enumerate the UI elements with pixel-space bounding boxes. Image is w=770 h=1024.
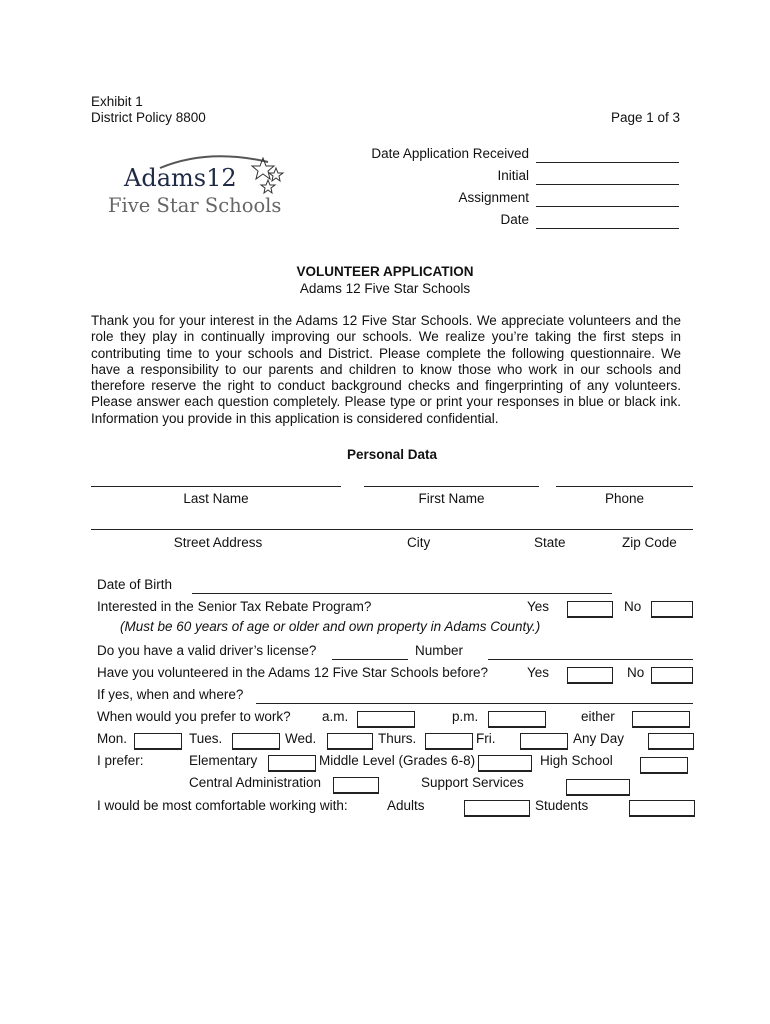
volunteered-no-checkbox[interactable] [651, 667, 693, 684]
senior-question: Interested in the Senior Tax Rebate Program? [97, 599, 372, 614]
exhibit-label: Exhibit 1 [91, 94, 143, 109]
license-field[interactable] [332, 659, 408, 660]
high-school-label: High School [540, 753, 613, 768]
students-label: Students [535, 798, 589, 813]
central-admin-label: Central Administration [189, 775, 322, 790]
am-label: a.m. [322, 709, 349, 724]
address-field[interactable] [91, 529, 693, 530]
tues-checkbox[interactable] [232, 733, 280, 750]
senior-note: (Must be 60 years of age or older and own property in Adams County.) [120, 619, 541, 634]
volunteered-no-label: No [627, 665, 645, 680]
city-label: City [407, 535, 431, 550]
senior-yes-label: Yes [527, 599, 550, 614]
intro-paragraph: Thank you for your interest in the Adams 12 Five Star Schools. We appreciate volunteers and the role they play in continually improving our schools. We realize you’re taking the first steps in contributing time to your schools and District. Please complete the following questionnaire. We have a responsibility to our parents and children to know those who work in our schools and therefore reserve the right to conduct background checks and fingerprinting of any volunteers. Please answer each question completely. Please type or print your responses in blue or black ink. Information you provide in this application is considered confidential. [91, 313, 681, 426]
initial-label: Initial [497, 168, 529, 183]
support-services-checkbox[interactable] [566, 779, 630, 796]
last-name-field[interactable] [91, 486, 341, 487]
thurs-checkbox[interactable] [425, 733, 473, 750]
when-where-question: If yes, when and where? [97, 687, 244, 702]
elementary-label: Elementary [189, 753, 258, 768]
assignment-label: Assignment [458, 190, 529, 205]
volunteered-yes-checkbox[interactable] [567, 667, 613, 684]
am-checkbox[interactable] [357, 711, 415, 728]
adults-checkbox[interactable] [464, 800, 530, 817]
dob-label: Date of Birth [97, 577, 173, 592]
personal-data-heading: Personal Data [346, 447, 438, 462]
wed-label: Wed. [285, 731, 317, 746]
date-received-field[interactable] [536, 162, 679, 163]
tues-label: Tues. [189, 731, 223, 746]
state-label: State [534, 535, 566, 550]
first-name-field[interactable] [364, 486, 539, 487]
wed-checkbox[interactable] [327, 733, 373, 750]
senior-no-label: No [624, 599, 642, 614]
phone-field[interactable] [556, 486, 693, 487]
office-date-field[interactable] [536, 228, 679, 229]
either-checkbox[interactable] [632, 711, 690, 728]
middle-level-label: Middle Level (Grades 6-8) [319, 753, 476, 768]
senior-yes-checkbox[interactable] [567, 601, 613, 618]
central-admin-checkbox[interactable] [333, 777, 379, 794]
middle-level-checkbox[interactable] [478, 755, 532, 772]
form-subtitle: Adams 12 Five Star Schools [299, 281, 471, 296]
when-where-field[interactable] [256, 703, 693, 704]
dob-field[interactable] [192, 593, 612, 594]
fri-label: Fri. [476, 731, 496, 746]
elementary-checkbox[interactable] [268, 755, 316, 772]
policy-label: District Policy 8800 [91, 110, 206, 125]
number-label: Number [415, 643, 464, 658]
license-number-field[interactable] [488, 659, 693, 660]
license-question: Do you have a valid driver’s license? [97, 643, 317, 658]
either-label: either [581, 709, 615, 724]
comfortable-question: I would be most comfortable working with: [97, 798, 348, 813]
first-name-label: First Name [418, 491, 485, 506]
last-name-label: Last Name [183, 491, 249, 506]
prefer-work-question: When would you prefer to work? [97, 709, 291, 724]
form-title: VOLUNTEER APPLICATION [296, 264, 474, 279]
pm-checkbox[interactable] [488, 711, 546, 728]
mon-checkbox[interactable] [134, 733, 182, 750]
senior-no-checkbox[interactable] [651, 601, 693, 618]
zip-label: Zip Code [622, 535, 677, 550]
mon-label: Mon. [97, 731, 128, 746]
volunteered-yes-label: Yes [527, 665, 550, 680]
students-checkbox[interactable] [629, 800, 695, 817]
initial-field[interactable] [536, 184, 679, 185]
volunteered-question: Have you volunteered in the Adams 12 Five Star Schools before? [97, 665, 488, 680]
assignment-field[interactable] [536, 206, 679, 207]
street-label: Street Address [173, 535, 263, 550]
i-prefer-label: I prefer: [97, 753, 144, 768]
thurs-label: Thurs. [378, 731, 417, 746]
date-received-label: Date Application Received [371, 146, 529, 161]
pm-label: p.m. [452, 709, 479, 724]
logo-bottom-text: Five Star Schools [108, 194, 282, 217]
office-date-label: Date [500, 212, 529, 227]
adults-label: Adults [387, 798, 425, 813]
phone-label: Phone [604, 491, 645, 506]
logo-top-text: Adams12 [124, 164, 237, 192]
any-day-label: Any Day [573, 731, 625, 746]
fri-checkbox[interactable] [520, 733, 568, 750]
high-school-checkbox[interactable] [640, 757, 688, 774]
adams12-logo [108, 150, 298, 220]
support-services-label: Support Services [421, 775, 524, 790]
page-number: Page 1 of 3 [611, 110, 681, 125]
any-day-checkbox[interactable] [648, 733, 694, 750]
